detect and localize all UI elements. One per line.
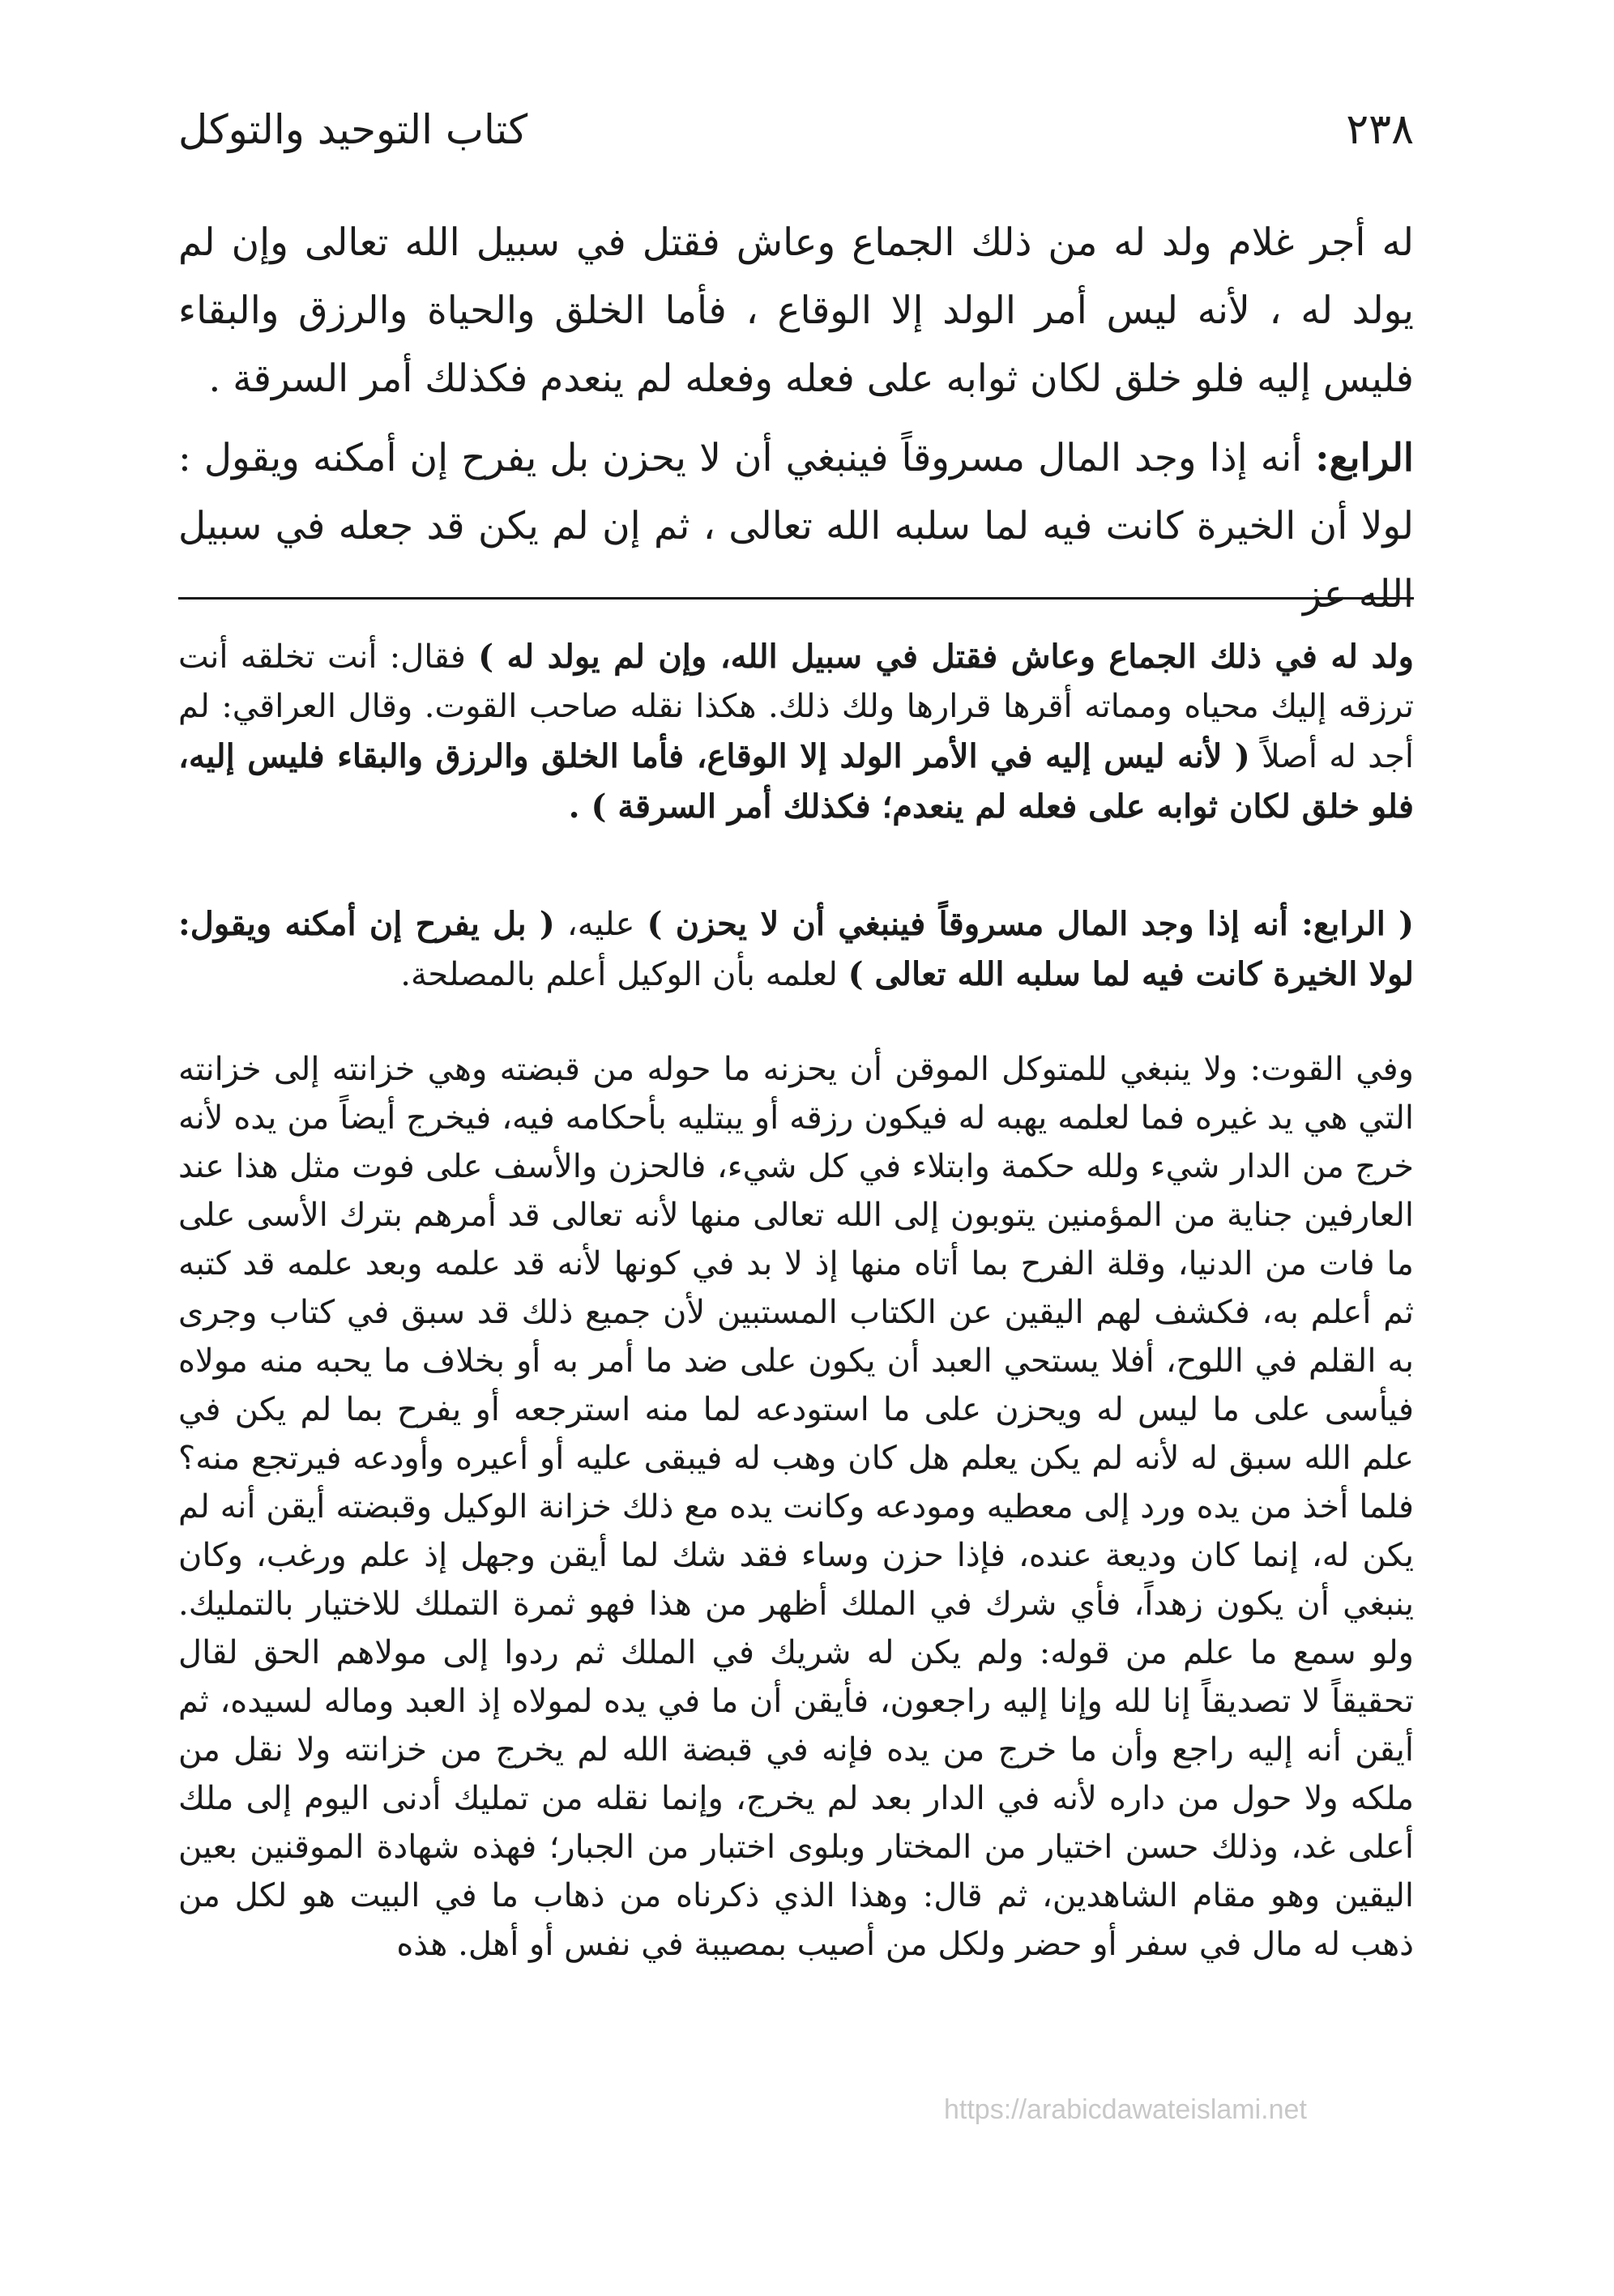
watermark-url: https://arabicdawateislami.net xyxy=(944,2094,1307,2125)
paragraph-text: أنه إذا وجد المال مسروقاً فينبغي أن لا يحزن بل يفرح إن أمكنه ويقول : لولا أن الخيرة كانت فيه لما سلبه الله تعالى ، ثم إن لم يكن قد جعله في سبيل الله عز xyxy=(178,436,1414,617)
commentary-paragraph xyxy=(178,899,1414,1000)
main-paragraph: له أجر غلام ولد له من ذلك الجماع وعاش فقتل في سبيل الله تعالى وإن لم يولد له ، لأنه ليس أمر الولد إلا الوقاع ، فأما الخلق والحياة والرزق والبقاء فليس إليه فلو خلق لكان ثوابه على فعله وفعله لم ينعدم فكذلك أمر السرقة . xyxy=(178,220,1414,401)
commentary-text: لعلمه بأن الوكيل أعلم بالمصلحة. xyxy=(400,956,848,993)
page-number: ٢٣٨ xyxy=(1346,105,1414,154)
main-text xyxy=(178,209,1414,629)
page-header xyxy=(178,97,1414,170)
commentary-paragraph xyxy=(178,632,1414,832)
quoted-text: ولد له في ذلك الجماع وعاش فقتل في سبيل الله، وإن لم يولد له ) xyxy=(478,638,1414,676)
quoted-text: ( لأنه ليس إليه في الأمر الولد إلا الوقاع، فأما الخلق والرزق والبقاء فليس إليه، فلو خلق لكان ثوابه على فعله لم ينعدم؛ فكذلك أمر السرقة ) . xyxy=(178,737,1414,826)
commentary-text: عليه، xyxy=(554,906,647,943)
quoted-text: ( الرابع: أنه إذا وجد المال مسروقاً فينبغي أن لا يحزن ) xyxy=(647,905,1415,943)
footnote-separator xyxy=(178,597,1414,600)
commentary-paragraph: وفي القوت: ولا ينبغي للمتوكل الموقن أن يحزنه ما حوله من قبضته وهي خزانته إلى خزانته التي هي يد غيره فما لعلمه يهبه له فيكون رزقه أو يبتليه بأحكامه فيه، فيخرج أيضاً من يده لأنه خرج من الدار شيء ولله حكمة وابتلاء في كل شيء، فالحزن والأسف على فوت مثل هذا عند العارفين جناية من المؤمنين يتوبون إلى الله تعالى منها لأنه تعالى قد أمرهم بترك الأسى على ما فات من الدنيا، وقلة الفرح بما أتاه منها إذ لا بد في كونها لأنه قد علمه وبعد علمه قد كتبه ثم أعلم به، فكشف لهم اليقين عن الكتاب المستبين لأن جميع ذلك قد سبق في كتاب وجرى به القلم في اللوح، أفلا يستحي العبد أن يكون على ضد ما أمر به أو بخلاف ما يحبه منه مولاه فيأسى على ما ليس له ويحزن على ما استودعه لما منه استرجعه أو يفرح بما لم يكن في علم الله سبق له لأنه لم يكن يعلم هل كان وهب له فيبقى عليه أو أعيره وأودعه فيرتجع منه؟ فلما أخذ من يده ورد إلى معطيه ومودعه وكانت يده مع ذلك خزانة الوكيل وقبضته أيقن أنه لم يكن له، إنما كان وديعة عنده، فإذا حزن وساء فقد شك لما أيقن وجهل إذ علم ورغب، وكان ينبغي أن يكون زهداً، فأي شرك في الملك أظهر من هذا فهو ثمرة التملك للاختيار بالتمليك. ولو سمع ما علم من قوله: ولم يكن له شريك في الملك ثم ردوا إلى مولاهم الحق لقال تحقيقاً لا تصديقاً إنا لله وإنا إليه راجعون، فأيقن أن ما في يده لمولاه إذ العبد وماله لسيده، ثم أيقن أنه إليه راجع وأن ما خرج من يده فإنه في قبضة الله لم يخرج من خزانته ولا نقل من ملكه ولا حول من داره لأنه في الدار بعد لم يخرج، وإنما نقله من تمليك أدنى اليوم إلى ملك أعلى غد، وذلك حسن اختيار من المختار وبلوى اختبار من الجبار؛ فهذه شهادة الموقنين بعين اليقين وهو مقام الشاهدين، ثم قال: وهذا الذي ذكرناه من ذهاب ما في البيت هو لكل من ذهب له مال في سفر أو حضر ولكل من أصيب بمصيبة في نفس أو أهل. هذه xyxy=(178,1051,1415,1963)
commentary-text: فقال: أنت تخلقه أنت ترزقه إليك محياه ومماته أقرها قرارها ولك ذلك. هكذا نقله صاحب القوت. وقال العراقي: لم أجد له أصلاً xyxy=(178,638,1414,775)
quoted-text: ( بل يفرح إن أمكنه ويقول: لولا الخيرة كانت فيه لما سلبه الله تعالى ) xyxy=(178,905,1414,993)
running-title: كتاب التوحيد والتوكل xyxy=(178,106,528,153)
paragraph-lead: الرابع: xyxy=(1315,436,1414,480)
